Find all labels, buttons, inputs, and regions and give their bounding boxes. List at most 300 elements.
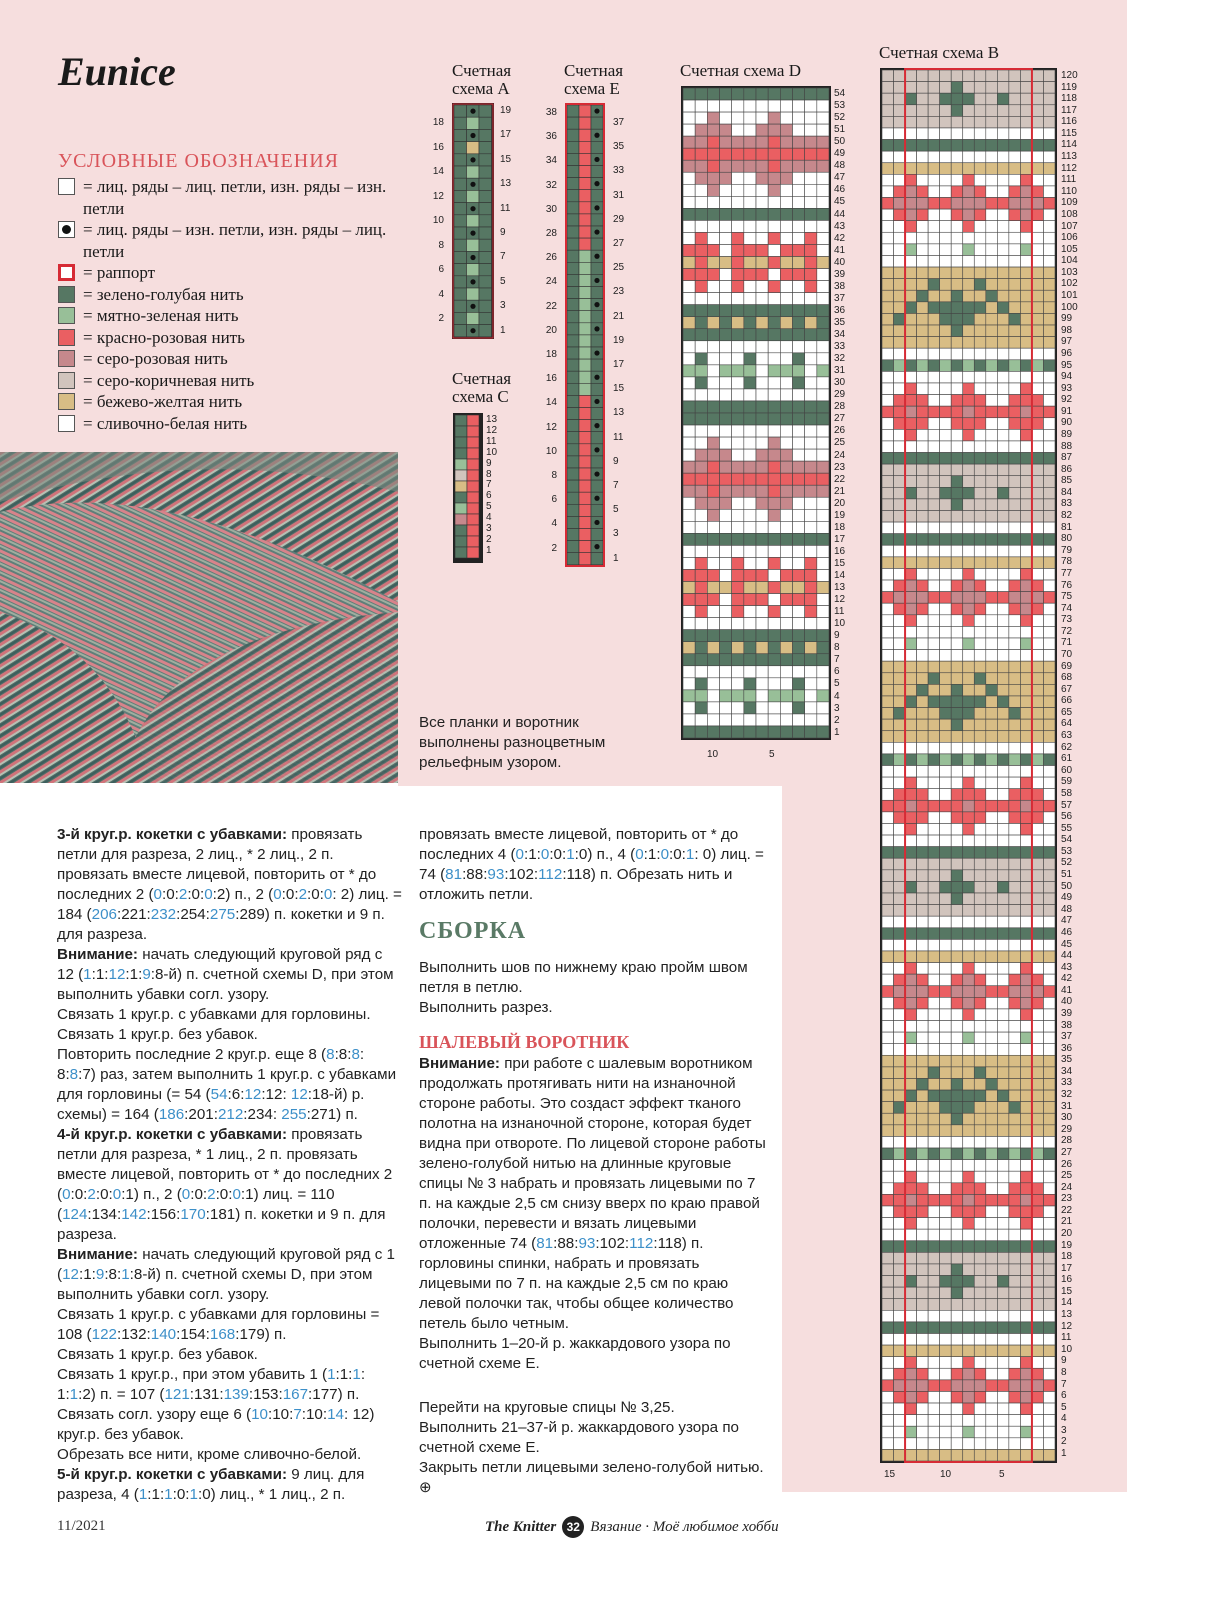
row-number: 99 [1061,313,1073,325]
row-number: 23 [613,286,625,298]
row-number: 10 [545,445,557,457]
instructions-column-1 [57,825,402,1505]
row-number: 53 [1061,845,1073,857]
row-number: 39 [834,268,846,280]
row-number: 64 [1061,718,1073,730]
row-number: 72 [1061,625,1073,637]
row-number: 45 [834,196,846,208]
row-number: 30 [834,377,846,389]
row-number: 42 [1061,973,1073,985]
grey-brown-swatch-icon [58,372,75,389]
row-number: 6 [438,264,444,275]
chart-a-label: Счетная схема A [452,61,512,98]
row-number: 51 [1061,869,1073,881]
row-number: 6 [1061,1390,1067,1402]
row-number: 10 [1061,1343,1073,1355]
row-number: 15 [834,557,846,569]
row-number: 24 [1061,1181,1073,1193]
row-number: 57 [1061,799,1073,811]
legend-item [58,327,418,349]
row-number: 1 [613,552,619,564]
row-number: 8 [551,470,557,481]
chart-d-label: Счетная схема D [680,61,802,80]
row-number: 60 [1061,764,1073,776]
paragraph: Связать 1 круг.р. без убавок. [57,1346,258,1363]
row-number: 7 [613,480,619,491]
row-number: 1 [486,544,492,556]
row-number: 30 [545,203,557,215]
row-number: 25 [1061,1170,1073,1182]
row-number: 15 [1061,1285,1073,1297]
row-number: 56 [1061,811,1073,823]
chart-c-label: Счетная схема C [452,369,512,406]
row-number: 8 [438,239,444,251]
cream-swatch-icon [58,415,75,432]
row-number: 79 [1061,544,1073,556]
row-number: 15 [884,1469,896,1480]
legend-item-text: = серо-розовая нить [83,349,228,368]
row-number: 12 [834,594,846,606]
row-number: 31 [613,189,625,201]
row-number: 48 [1061,903,1073,915]
row-number: 113 [1061,151,1077,163]
row-number: 11 [1061,1332,1072,1344]
legend-item [58,391,418,413]
row-number: 51 [834,124,846,136]
page-number-badge: 32 [562,1516,584,1538]
row-number: 38 [1061,1019,1073,1031]
row-number: 11 [486,435,497,447]
legend-item-text: = раппорт [83,263,156,282]
row-number: 47 [834,172,846,184]
row-number: 119 [1061,81,1077,93]
row-number: 49 [834,148,846,160]
legend-item [58,370,418,392]
row-number: 7 [500,251,506,263]
row-number: 22 [1061,1204,1073,1216]
row-number: 18 [1061,1251,1073,1263]
row-number: 43 [1061,961,1073,973]
row-number: 63 [1061,730,1073,742]
row-number: 4 [551,518,557,530]
row-number: 25 [834,437,846,449]
row-number: 19 [613,334,625,346]
row-number: 2 [834,714,840,726]
legend-item [58,305,418,327]
row-number: 1 [1061,1448,1067,1460]
row-number: 115 [1061,127,1077,139]
chart-b-label: Счетная схема B [879,43,1000,62]
row-number: 53 [834,100,846,112]
row-number: 75 [1061,591,1073,603]
row-number: 83 [1061,498,1073,510]
row-number: 10 [940,1469,952,1480]
row-number: 6 [834,666,840,678]
paragraph: Повторить последние 2 круг.р. еще 8 (8:8:8: 8:8:7) раз, затем выполнить 1 круг.р. с убавками для горловины (= 54 (54:6:12:12: 12:18-й) р. схемы) = 164 (186:201:212:234: 255:271) п. [57,1046,397,1123]
row-number: 11 [834,606,845,618]
row-number: 18 [432,117,444,128]
row-number: 4 [486,512,492,524]
row-number: 14 [545,397,557,409]
row-number: 26 [834,425,846,437]
legend-item-text: = бежево-желтая нить [83,392,243,411]
row-number: 29 [834,389,846,401]
row-number: 102 [1061,278,1078,290]
row-number: 34 [545,155,557,167]
assembly-text: Выполнить шов по нижнему краю пройм швом петля в петлю. Выполнить разрез. [419,959,748,1016]
row-number: 103 [1061,266,1078,278]
row-number: 6 [551,494,557,506]
row-number: 55 [1061,822,1073,834]
row-number: 9 [613,455,619,467]
row-number: 61 [1061,753,1073,765]
chart-e-label: Счетная схема E [564,61,624,98]
row-number: 40 [1061,996,1073,1008]
row-number: 11 [613,431,624,443]
row-number: 2 [551,542,557,554]
dot-square-icon [58,221,75,238]
paragraph: Связать 1 круг.р., при этом убавить 1 (1:1:1: 1:1:2) п. = 107 (121:131:139:153:167:177) п. [57,1366,366,1403]
row-number: 24 [834,449,846,461]
row-number: 19 [500,105,512,116]
row-number: 31 [834,365,846,377]
row-number: 18 [545,349,557,360]
row-number: 45 [1061,938,1073,950]
paragraph: Связать 1 круг.р. с убавками для горловины = 108 (122:132:140:154:168:179) п. [57,1306,380,1343]
legend-item [58,284,418,306]
row-number: 27 [613,238,625,249]
row-number: 21 [1061,1216,1073,1228]
row-number: 41 [834,244,846,256]
row-number: 32 [834,353,846,365]
row-number: 20 [545,324,557,336]
tagline: Вязание · Моё любимое хобби [590,1518,779,1535]
legend-item-text: = лиц. ряды – изн. петли, изн. ряды – лиц. петли [83,220,387,261]
row-number: 2 [486,533,492,545]
row-number: 4 [1061,1413,1067,1425]
row-number: 73 [1061,614,1073,626]
row-number: 100 [1061,301,1078,313]
chart-c-grid [453,413,483,563]
row-number: 44 [1061,950,1073,962]
row-number: 10 [486,446,498,458]
row-number: 13 [500,178,512,190]
row-number: 87 [1061,452,1073,464]
row-number: 28 [545,228,557,239]
row-number: 110 [1061,185,1077,197]
row-number: 85 [1061,475,1073,487]
row-number: 23 [1061,1193,1073,1205]
row-number: 34 [834,329,846,340]
row-number: 104 [1061,255,1078,267]
chart-e-grid [565,103,605,567]
row-number: 22 [834,473,846,485]
legend-item [58,176,418,219]
row-number: 38 [545,107,557,118]
row-number: 48 [834,160,846,172]
row-number: 9 [486,457,492,469]
row-number: 20 [1061,1228,1073,1239]
row-number: 90 [1061,417,1073,429]
row-number: 39 [1061,1007,1073,1019]
row-number: 5 [486,501,492,513]
row-number: 13 [486,414,498,425]
row-number: 16 [432,141,444,153]
row-number: 31 [1061,1100,1073,1112]
row-number: 78 [1061,556,1073,568]
collar-text-1: Внимание: при работе с шалевым воротником продолжать протягивать нити на изнаночной стороне работы. Это создаст эффект тканого полотна на изнаночной стороне, которая будет видна при отвороте. По лицевой стороне работы зелено-голубой нитью на длинные круговые спицы № 3 набрать и провязать лицевыми по 7 п. на каждые 2,5 см снизу вверх по краю правой полочки, перевести и вязать лицевыми отложенные 74 (81:88:93:102:112:118) п. горловины спинки, набрать и провязать лицевыми по 7 п. на каждые 2,5 см по краю левой полочки так, чтобы общее количество петель было четным. Выполнить 1–20-й р. жаккардового узора по счетной схеме E. [419,1055,766,1372]
row-number: 69 [1061,660,1073,672]
row-number: 22 [545,300,557,312]
row-number: 81 [1061,521,1073,533]
row-number: 5 [500,275,506,287]
instructions-column-2-top: провязать вместе лицевой, повторить от * до последних 4 (0:1:0:0:1:0) п., 4 (0:1:0:0:1: 0) лиц. = 74 (81:88:93:102:112:118) п. Обрезать нить и отложить петли. [419,826,764,903]
row-number: 5 [834,678,840,690]
row-number: 2 [438,313,444,324]
row-number: 96 [1061,347,1073,359]
row-number: 54 [1061,834,1073,846]
row-number: 10 [707,749,719,760]
row-number: 14 [1061,1297,1073,1309]
row-number: 18 [834,521,846,533]
repeat-square-icon [58,264,75,281]
mint-swatch-icon [58,307,75,324]
row-number: 65 [1061,706,1073,718]
legend-item [58,262,418,284]
row-number: 91 [1061,405,1073,417]
row-number: 17 [500,129,512,141]
row-number: 15 [613,383,625,395]
legend-item [58,348,418,370]
row-number: 3 [486,523,492,534]
legend-item-text: = зелено-голубая нить [83,284,244,304]
row-number: 29 [613,213,625,225]
empty-square-icon [58,178,75,195]
row-number: 20 [834,497,846,509]
row-number: 21 [834,485,846,497]
row-number: 7 [834,654,840,666]
legend-item-text: = сливочно-белая нить [83,413,248,433]
row-number: 95 [1061,359,1073,371]
row-number: 5 [1061,1401,1067,1413]
row-number: 109 [1061,197,1078,209]
row-number: 6 [486,490,492,502]
legend [58,176,418,434]
paragraph: Внимание: начать следующий круговой ряд с 12 (1:1:12:1:9:8-й) п. счетной схемы D, при этом выполнить убавки согл. узору. [57,946,394,1003]
row-number: 106 [1061,232,1078,244]
row-number: 35 [613,141,625,153]
row-number: 88 [1061,440,1073,452]
row-number: 13 [613,407,625,419]
row-number: 26 [545,252,557,264]
row-number: 27 [1061,1146,1073,1158]
row-number: 8 [1061,1366,1067,1378]
row-number: 5 [999,1469,1005,1480]
green-blue-swatch-icon [58,286,75,303]
row-number: 1 [834,726,840,738]
legend-item-text: = серо-коричневая нить [83,370,255,390]
row-number: 17 [613,359,625,370]
chart-b-grid [880,68,1057,1463]
row-number: 25 [613,262,625,274]
footer-brand [485,1516,779,1538]
row-number: 58 [1061,787,1073,799]
row-number: 12 [545,421,557,433]
photo-caption: Все планки и воротник выполнены разноцветным рельефным узором. [419,714,606,771]
row-number: 111 [1061,174,1077,186]
row-number: 30 [1061,1112,1073,1124]
row-number: 36 [834,304,846,316]
row-number: 8 [834,642,840,654]
row-number: 101 [1061,290,1078,302]
row-number: 9 [500,227,506,238]
row-number: 114 [1061,139,1077,151]
collar-text-2: Перейти на круговые спицы № 3,25. Выполнить 21–37-й р. жаккардового узора по счетной схеме E. Закрыть петли лицевыми зелено-голубой нитью. ⊕ [419,1399,764,1496]
row-number: 77 [1061,567,1073,579]
legend-item-text: = красно-розовая нить [83,327,245,347]
row-number: 7 [1061,1378,1067,1390]
paragraph: Связать согл. узору еще 6 (10:10:7:10:14: 12) круг.р. без убавок. [57,1406,375,1443]
paragraph: Связать 1 круг.р. с убавками для горловины. [57,1006,371,1023]
legend-item-text: = мятно-зеленая нить [83,306,239,325]
row-number: 17 [1061,1262,1073,1274]
red-pink-swatch-icon [58,329,75,346]
row-number: 17 [834,533,846,545]
paragraph: 3-й круг.р. кокетки с убавками: провязать петли для разреза, 2 лиц., * 2 лиц., 2 п. провязать вместе лицевой, повторить от * до последних 2 (0:0:2:0:0:2) п., 2 (0:0:2:0:0: 2) лиц. = 184 (206:221:232:254:275:289) п. кокетки и 9 п. для разреза. [57,826,402,943]
row-number: 13 [1061,1309,1073,1321]
row-number: 3 [613,528,619,540]
row-number: 32 [1061,1089,1073,1101]
row-number: 107 [1061,220,1078,232]
knitting-photo [0,452,398,783]
footer-date: 11/2021 [57,1518,106,1534]
row-number: 2 [1061,1436,1067,1448]
row-number: 35 [1061,1054,1073,1066]
row-number: 94 [1061,371,1073,383]
row-number: 47 [1061,915,1073,927]
row-number: 117 [1061,104,1077,116]
row-number: 67 [1061,683,1073,695]
row-number: 43 [834,220,846,232]
row-number: 7 [486,479,492,491]
row-number: 37 [834,292,846,304]
row-number: 108 [1061,208,1078,220]
row-number: 105 [1061,243,1078,255]
row-number: 33 [834,341,846,353]
row-number: 44 [834,208,846,220]
row-number: 52 [1061,857,1073,869]
row-number: 15 [500,153,512,165]
row-number: 50 [834,136,846,148]
paragraph: 4-й круг.р. кокетки с убавками: провязать петли для разреза, * 1 лиц., 2 п. провязать вместе лицевой, повторить от * до последних 2 (0:0:2:0:0:1) п., 2 (0:0:2:0:0:1) лиц. = 110 (124:134:142:156:170:181) п. кокетки и 9 п. для разреза. [57,1126,393,1243]
paragraph: Связать 1 круг.р. без убавок. [57,1026,258,1043]
row-number: 80 [1061,533,1073,545]
row-number: 8 [486,468,492,480]
row-number: 12 [486,424,498,436]
row-number: 92 [1061,394,1073,406]
row-number: 29 [1061,1123,1073,1135]
assembly-heading: СБОРКА [419,918,527,944]
row-number: 37 [613,117,625,128]
row-number: 11 [500,202,511,214]
legend-heading: УСЛОВНЫЕ ОБОЗНАЧЕНИЯ [58,150,339,172]
row-number: 9 [1061,1355,1067,1367]
row-number: 97 [1061,336,1073,348]
page-title: Eunice [58,49,176,94]
paragraph: 5-й круг.р. кокетки с убавками: 9 лиц. для разреза, 4 (1:1:1:0:1:0) лиц., * 1 лиц., 2 п. [57,1466,365,1503]
row-number: 37 [1061,1031,1073,1043]
row-number: 10 [432,215,444,226]
row-number: 12 [1061,1320,1073,1332]
row-number: 13 [834,582,846,594]
chart-a-grid [452,103,494,339]
row-number: 42 [834,232,846,244]
row-number: 59 [1061,776,1073,788]
row-number: 71 [1061,637,1073,649]
row-number: 10 [834,618,846,630]
row-number: 16 [1061,1274,1073,1286]
row-number: 9 [834,630,840,642]
row-number: 116 [1061,116,1077,128]
row-number: 118 [1061,93,1077,105]
row-number: 46 [834,184,846,196]
beige-yellow-swatch-icon [58,393,75,410]
brand-name: The Knitter [485,1518,557,1535]
row-number: 32 [545,179,557,191]
row-number: 27 [834,413,846,425]
row-number: 50 [1061,880,1073,892]
row-number: 23 [834,461,846,473]
legend-item [58,413,418,435]
row-number: 68 [1061,672,1073,684]
collar-heading: ШАЛЕВЫЙ ВОРОТНИК [419,1032,630,1052]
row-number: 28 [1061,1135,1073,1147]
row-number: 70 [1061,649,1073,660]
grey-pink-swatch-icon [58,350,75,367]
row-number: 66 [1061,695,1073,707]
row-number: 19 [1061,1239,1073,1251]
row-number: 76 [1061,579,1073,591]
row-number: 26 [1061,1158,1073,1170]
legend-item [58,219,418,262]
row-number: 86 [1061,463,1073,475]
row-number: 16 [834,545,846,557]
row-number: 36 [545,131,557,143]
row-number: 40 [834,256,846,268]
row-number: 41 [1061,984,1073,996]
row-number: 46 [1061,926,1073,938]
row-number: 34 [1061,1065,1073,1077]
legend-item-text: = лиц. ряды – лиц. петли, изн. ряды – изн. петли [83,177,387,218]
row-number: 28 [834,401,846,413]
row-number: 54 [834,88,846,99]
row-number: 24 [545,276,557,288]
row-number: 14 [834,570,846,581]
row-number: 21 [613,310,625,322]
row-number: 14 [432,166,444,177]
row-number: 82 [1061,510,1073,522]
row-number: 35 [834,316,846,328]
row-number: 16 [545,373,557,385]
row-number: 33 [613,165,625,177]
row-number: 62 [1061,741,1073,753]
row-number: 38 [834,280,846,292]
row-number: 52 [834,112,846,124]
row-number: 3 [500,300,506,312]
row-number: 4 [438,288,444,300]
row-number: 74 [1061,602,1073,614]
row-number: 33 [1061,1077,1073,1089]
